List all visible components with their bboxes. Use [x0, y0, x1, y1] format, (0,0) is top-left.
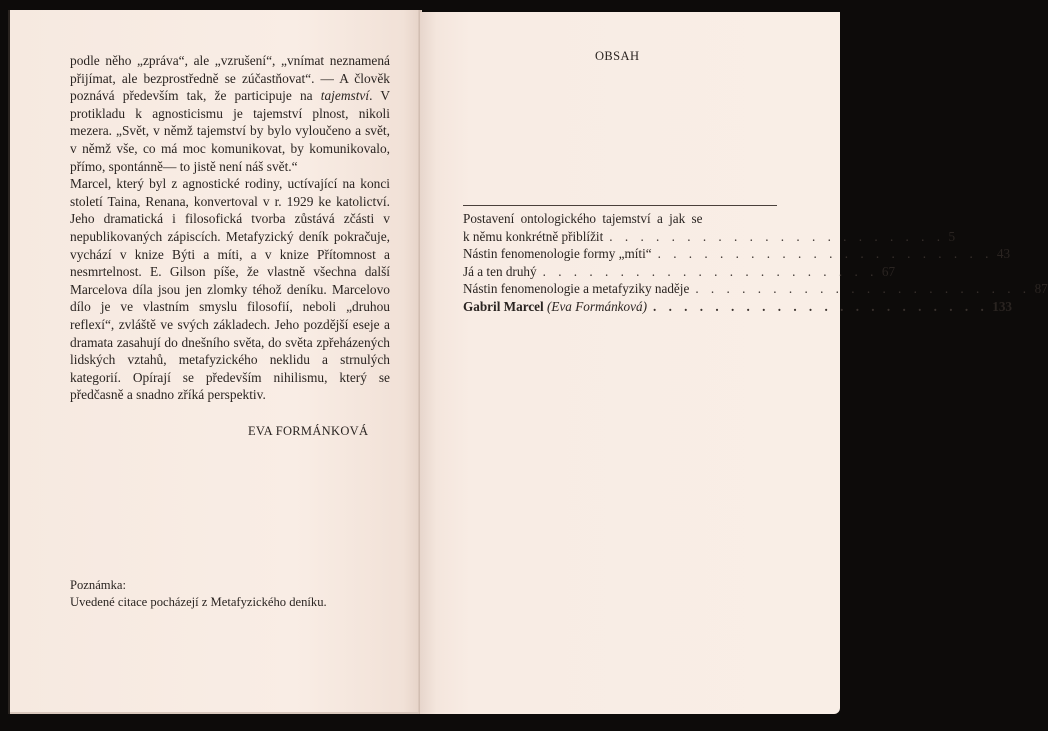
- toc-entry-title: k němu konkrétně přiblížit: [463, 228, 604, 244]
- toc-entry-title: Já a ten druhý: [463, 263, 537, 279]
- right-page: [420, 12, 840, 714]
- note-label: Poznámka:: [70, 578, 126, 592]
- footnote: [70, 577, 327, 611]
- paragraph-quote: [70, 52, 390, 175]
- body-text: [70, 52, 390, 404]
- toc-title: OBSAH: [595, 49, 640, 63]
- text-segment: Marcel, který byl z agnostické rodiny, uctívající na konci století Taina, Renana, konvertoval v r. 1929 ke katolictví. Jeho dramatická i filosofická tvorba zůstává zčásti v nepublikovaných zápiscích. Metafyzický deník pokračuje, vychází v knize Býti a míti, a v knize Přítomnost a nesmrtelnost. E. Gilson píše, že vlastně všechna další Marcelova díla jsou jen zlomky téhož deníku. Marcelovo dílo je ve vlastním smyslu filosofií, neboli „druhou reflexí“, zvláště ve svých základech. Jeho pozdější eseje a dramata zasahují do dnešního světa, do světa zpřeházených lidských vztahů, metafyzického neklidu a strnulých kategorií. Opírají se především nihilismu, který se předčasně a snadno zříká perspektiv.: [70, 176, 390, 403]
- toc-leader-dots: . . . . . . . . . . . . . . . . . . . . . .: [695, 281, 1031, 297]
- toc-entry: [463, 245, 1011, 263]
- toc-entry-title: Nástin fenomenologie a metafyziky naděje: [463, 281, 690, 297]
- toc-page-number: 67: [881, 263, 896, 279]
- toc-entry: [463, 263, 896, 281]
- toc-leader-dots: . . . . . . . . . . . . . . . . . . . . . .: [652, 298, 989, 314]
- paragraph-biography: [70, 175, 390, 404]
- toc-page-number: 43: [996, 246, 1011, 262]
- toc-entry: [463, 280, 1048, 298]
- toc-entry-name: Gabril Marcel: [463, 298, 544, 314]
- toc-entry-title: Postavení ontologického tajemství a jak se: [463, 211, 703, 226]
- toc-entry: [463, 298, 1013, 316]
- author-signature: EVA FORMÁNKOVÁ: [248, 424, 369, 438]
- toc-entry-title: Nástin fenomenologie formy „míti“: [463, 246, 652, 262]
- toc-entry-title: [463, 298, 647, 316]
- toc-entry-author: (Eva Formánková): [547, 298, 647, 314]
- toc-leader-dots: . . . . . . . . . . . . . . . . . . . . . .: [657, 246, 993, 262]
- left-page: [8, 10, 420, 714]
- text-segment: podle něho „zpráva“, ale „vzrušení“, „vnímat neznamená přijímat, ale bezprostředně se zúčastňovat“. — A člověk poznává především tak, že participuje na: [70, 53, 390, 104]
- toc-entry: [463, 228, 956, 246]
- toc-leader-dots: . . . . . . . . . . . . . . . . . . . . . .: [609, 228, 945, 244]
- toc-page-number: 5: [948, 228, 956, 244]
- text-segment-italic: tajemství: [320, 88, 370, 104]
- note-text: Uvedené citace pocházejí z Metafyzického deníku.: [70, 595, 327, 609]
- text-segment: . V protikladu k agnosticismu je tajemství plnost, nikoli mezera. „Svět, v němž tajemství by bylo vyloučeno a svět, v němž vše, co má moc komunikovat, by komunikovalo, přímo, spontánně— to jistě není náš svět.“: [70, 88, 391, 174]
- table-of-contents: [463, 205, 1048, 316]
- toc-page-number: 87: [1034, 281, 1048, 297]
- toc-divider: [463, 205, 777, 206]
- toc-page-number: 133: [992, 298, 1013, 314]
- toc-entry-line: [463, 210, 777, 228]
- toc-leader-dots: . . . . . . . . . . . . . . . . . . . . . .: [542, 263, 878, 279]
